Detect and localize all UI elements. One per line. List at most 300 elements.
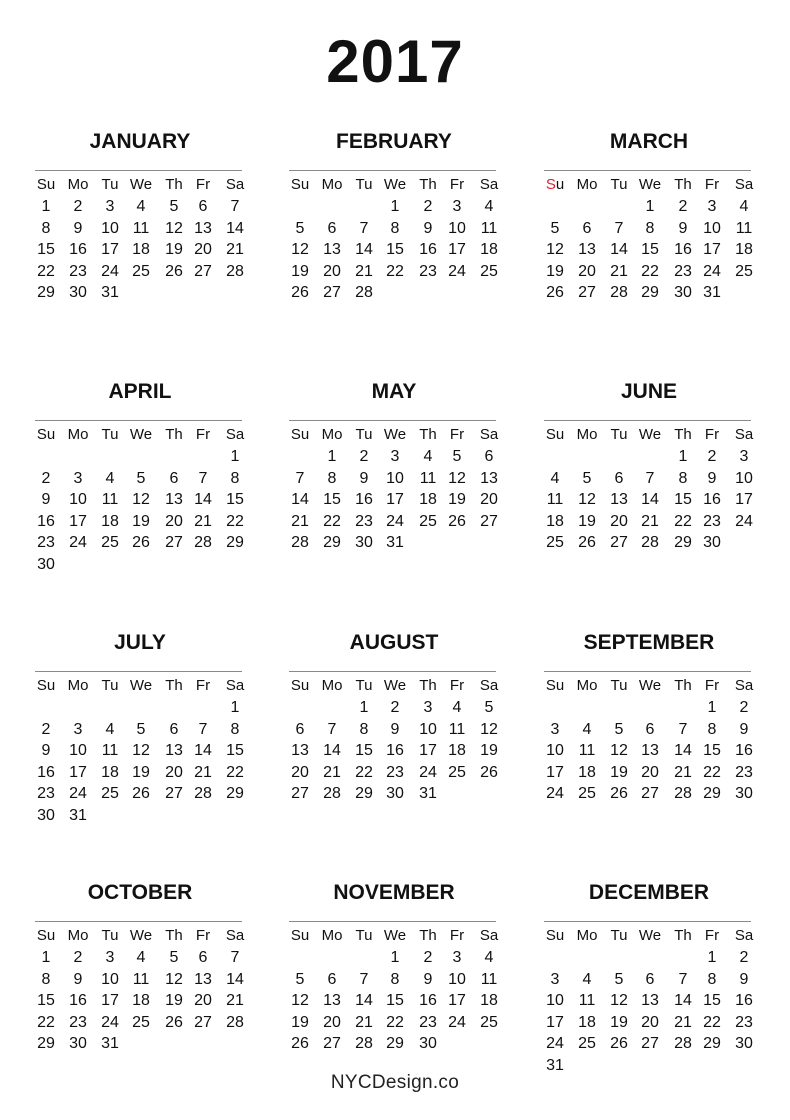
day-cell: 5 xyxy=(295,219,305,237)
day-cell: 31 xyxy=(546,1057,564,1074)
day-cell: 25 xyxy=(132,262,150,280)
day-cell: 21 xyxy=(674,763,692,781)
day-cell: 31 xyxy=(419,785,437,803)
day-cell: 22 xyxy=(323,512,341,530)
day-cell: 20 xyxy=(480,491,498,509)
day-cell: 1 xyxy=(678,448,688,465)
day-cell: 10 xyxy=(69,491,87,509)
day-cell: 22 xyxy=(37,1013,55,1031)
day-cell: 5 xyxy=(614,970,624,988)
day-cell: 19 xyxy=(132,763,150,781)
weekday-label: Sa xyxy=(479,176,499,193)
weekday-label: Tu xyxy=(101,176,119,193)
weekday-label: Su xyxy=(290,927,310,944)
month-name: MARCH xyxy=(609,130,689,153)
day-cell: 8 xyxy=(707,970,717,988)
weekday-label: We xyxy=(383,677,407,694)
day-cell: 26 xyxy=(132,785,150,803)
day-cell: 15 xyxy=(323,491,341,509)
weekday-label: We xyxy=(638,677,662,694)
day-cell: 20 xyxy=(291,763,309,781)
day-cell: 8 xyxy=(707,720,717,738)
day-cell: 4 xyxy=(484,198,494,215)
day-cell: 9 xyxy=(390,720,400,738)
weekday-label: Th xyxy=(165,176,183,193)
day-cell: 21 xyxy=(323,763,341,781)
day-cell: 24 xyxy=(101,262,119,280)
day-cell: 14 xyxy=(674,742,692,760)
day-cell: 2 xyxy=(739,949,749,966)
day-cell: 27 xyxy=(323,1035,341,1053)
day-cell: 14 xyxy=(355,992,373,1010)
day-cell: 28 xyxy=(194,785,212,803)
day-cell: 27 xyxy=(194,1013,212,1031)
day-cell: 10 xyxy=(546,992,564,1010)
day-cell: 5 xyxy=(582,469,592,487)
day-cell: 20 xyxy=(165,763,183,781)
day-cell: 14 xyxy=(674,992,692,1010)
weekday-label: We xyxy=(129,927,153,944)
day-cell: 22 xyxy=(226,512,244,530)
day-cell: 1 xyxy=(645,198,655,215)
day-cell: 25 xyxy=(419,512,437,530)
day-cell: 15 xyxy=(226,742,244,760)
day-cell: 8 xyxy=(41,219,51,237)
day-cell: 3 xyxy=(550,970,560,988)
day-cell: 23 xyxy=(735,1013,753,1031)
weekday-label: Mo xyxy=(67,677,89,694)
day-cell: 11 xyxy=(132,970,150,988)
day-cell: 3 xyxy=(550,720,560,738)
day-cell: 25 xyxy=(480,1013,498,1031)
day-cell: 19 xyxy=(610,1013,628,1031)
day-cell: 7 xyxy=(198,720,208,738)
day-cell: 6 xyxy=(169,720,179,738)
day-cell: 22 xyxy=(386,262,404,280)
day-cell: 28 xyxy=(194,534,212,552)
day-cell: 29 xyxy=(703,1035,721,1053)
weekday-label: We xyxy=(383,176,407,193)
day-cell: 4 xyxy=(582,720,592,738)
day-cell: 31 xyxy=(101,1035,119,1053)
day-cell: 1 xyxy=(390,949,400,966)
day-cell: 13 xyxy=(641,742,659,760)
month-name: FEBRUARY xyxy=(336,130,452,153)
day-cell: 23 xyxy=(735,763,753,781)
day-cell: 29 xyxy=(323,534,341,552)
day-cell: 22 xyxy=(674,512,692,530)
day-cell: 5 xyxy=(169,949,179,966)
day-cell: 18 xyxy=(101,763,119,781)
day-cell: 13 xyxy=(194,219,212,237)
day-cell: 23 xyxy=(703,512,721,530)
day-cell: 17 xyxy=(448,241,466,259)
day-cell: 29 xyxy=(674,534,692,552)
weekday-label: Fr xyxy=(449,176,465,193)
day-cell: 2 xyxy=(41,720,51,738)
day-cell: 25 xyxy=(101,785,119,803)
day-cell: 23 xyxy=(419,1013,437,1031)
day-cell: 21 xyxy=(226,992,244,1010)
day-cell: 31 xyxy=(101,284,119,302)
weekday-label: Tu xyxy=(355,677,373,694)
day-cell: 9 xyxy=(707,469,717,487)
day-cell: 25 xyxy=(735,262,753,280)
weekday-label: Th xyxy=(419,677,437,694)
day-cell: 27 xyxy=(610,534,628,552)
day-cell: 2 xyxy=(423,198,433,215)
day-cell: 17 xyxy=(101,241,119,259)
day-cell: 30 xyxy=(419,1035,437,1053)
day-cell: 15 xyxy=(355,742,373,760)
day-cell: 16 xyxy=(735,742,753,760)
day-cell: 17 xyxy=(101,992,119,1010)
weekday-label: Sa xyxy=(225,677,245,694)
month-divider xyxy=(35,170,242,171)
weekday-label: Mo xyxy=(576,677,598,694)
day-cell: 7 xyxy=(359,970,369,988)
day-cell: 3 xyxy=(423,699,433,716)
day-cell: 1 xyxy=(41,949,51,966)
weekday-label: Mo xyxy=(67,176,89,193)
day-cell: 8 xyxy=(359,720,369,738)
day-cell: 31 xyxy=(69,807,87,824)
weekday-label: Mo xyxy=(67,426,89,443)
day-cell: 11 xyxy=(132,219,150,237)
day-cell: 21 xyxy=(355,262,373,280)
month-name: AUGUST xyxy=(349,631,439,654)
weekday-label: Su xyxy=(290,426,310,443)
day-cell: 17 xyxy=(69,512,87,530)
day-cell: 13 xyxy=(480,469,498,487)
day-cell: 4 xyxy=(582,970,592,988)
weekday-label: Mo xyxy=(321,176,343,193)
weekday-label: We xyxy=(383,426,407,443)
day-cell: 1 xyxy=(41,198,51,215)
day-cell: 27 xyxy=(641,785,659,803)
day-cell: 17 xyxy=(448,992,466,1010)
day-cell: 6 xyxy=(169,469,179,487)
weekday-label: Th xyxy=(165,927,183,944)
day-cell: 11 xyxy=(101,491,119,509)
weekday-label: Sa xyxy=(479,677,499,694)
day-cell: 17 xyxy=(386,491,404,509)
month-divider xyxy=(544,671,751,672)
day-cell: 28 xyxy=(226,1013,244,1031)
weekday-label: Su xyxy=(290,176,310,193)
day-cell: 20 xyxy=(641,1013,659,1031)
day-cell: 7 xyxy=(327,720,337,738)
day-cell: 2 xyxy=(73,198,83,215)
day-cell: 27 xyxy=(323,284,341,302)
day-cell: 14 xyxy=(291,491,309,509)
day-cell: 8 xyxy=(230,720,240,738)
day-cell: 6 xyxy=(327,970,337,988)
day-cell: 1 xyxy=(230,448,240,465)
day-cell: 16 xyxy=(69,241,87,259)
day-cell: 25 xyxy=(546,534,564,552)
day-cell: 23 xyxy=(355,512,373,530)
day-cell: 15 xyxy=(703,742,721,760)
day-cell: 19 xyxy=(165,241,183,259)
day-cell: 12 xyxy=(291,241,309,259)
day-cell: 17 xyxy=(546,763,564,781)
day-cell: 15 xyxy=(386,241,404,259)
day-cell: 27 xyxy=(641,1035,659,1053)
day-cell: 9 xyxy=(73,219,83,237)
day-cell: 4 xyxy=(423,448,433,465)
day-cell: 3 xyxy=(105,198,115,215)
day-cell: 14 xyxy=(355,241,373,259)
weekday-label: Sa xyxy=(734,176,754,193)
day-cell: 12 xyxy=(448,469,466,487)
weekday-label: Su xyxy=(545,677,565,694)
weekday-label: Mo xyxy=(321,677,343,694)
day-cell: 7 xyxy=(614,219,624,237)
day-cell: 24 xyxy=(546,785,564,803)
day-cell: 26 xyxy=(578,534,596,552)
month-name: JANUARY xyxy=(89,130,191,153)
day-cell: 27 xyxy=(165,534,183,552)
day-cell: 1 xyxy=(707,949,717,966)
day-cell: 14 xyxy=(323,742,341,760)
day-cell: 10 xyxy=(69,742,87,760)
day-cell: 18 xyxy=(448,742,466,760)
day-cell: 15 xyxy=(641,241,659,259)
weekday-label: Th xyxy=(419,176,437,193)
day-cell: 7 xyxy=(678,720,688,738)
day-cell: 25 xyxy=(448,763,466,781)
day-cell: 14 xyxy=(226,219,244,237)
day-cell: 8 xyxy=(390,970,400,988)
day-cell: 3 xyxy=(739,448,749,465)
day-cell: 19 xyxy=(546,262,564,280)
weekday-label: Su xyxy=(545,176,565,193)
day-cell: 10 xyxy=(101,219,119,237)
month-name: JUNE xyxy=(620,380,678,403)
day-cell: 20 xyxy=(194,992,212,1010)
day-cell: 19 xyxy=(578,512,596,530)
weekday-label: Fr xyxy=(449,426,465,443)
day-cell: 11 xyxy=(546,491,564,509)
day-cell: 5 xyxy=(452,448,462,465)
weekday-label: We xyxy=(129,426,153,443)
day-cell: 6 xyxy=(614,469,624,487)
day-cell: 6 xyxy=(645,720,655,738)
weekday-label: Tu xyxy=(610,176,628,193)
day-cell: 8 xyxy=(678,469,688,487)
month-divider xyxy=(289,170,496,171)
day-cell: 2 xyxy=(707,448,717,465)
weekday-label: Tu xyxy=(101,927,119,944)
day-cell: 26 xyxy=(165,262,183,280)
day-cell: 28 xyxy=(323,785,341,803)
day-cell: 2 xyxy=(423,949,433,966)
day-cell: 14 xyxy=(194,491,212,509)
day-cell: 2 xyxy=(73,949,83,966)
weekday-label: Fr xyxy=(195,176,211,193)
day-cell: 10 xyxy=(448,970,466,988)
day-cell: 9 xyxy=(423,219,433,237)
weekday-label: Sa xyxy=(734,426,754,443)
day-cell: 7 xyxy=(678,970,688,988)
day-cell: 16 xyxy=(69,992,87,1010)
day-cell: 25 xyxy=(480,262,498,280)
day-cell: 31 xyxy=(703,284,721,302)
day-cell: 26 xyxy=(165,1013,183,1031)
day-cell: 16 xyxy=(735,992,753,1010)
month-divider xyxy=(544,921,751,922)
day-cell: 8 xyxy=(230,469,240,487)
day-cell: 23 xyxy=(674,262,692,280)
day-cell: 9 xyxy=(678,219,688,237)
day-cell: 21 xyxy=(226,241,244,259)
weekday-label: Fr xyxy=(449,677,465,694)
month-divider xyxy=(35,671,242,672)
day-cell: 21 xyxy=(355,1013,373,1031)
month-name: OCTOBER xyxy=(87,881,193,904)
day-cell: 17 xyxy=(419,742,437,760)
day-cell: 31 xyxy=(386,534,404,552)
weekday-label: We xyxy=(638,176,662,193)
day-cell: 24 xyxy=(386,512,404,530)
day-cell: 5 xyxy=(136,469,146,487)
day-cell: 29 xyxy=(703,785,721,803)
day-cell: 10 xyxy=(735,469,753,487)
day-cell: 13 xyxy=(291,742,309,760)
weekday-label: Su xyxy=(36,176,56,193)
year-title: 2017 xyxy=(326,28,464,95)
month-divider xyxy=(289,921,496,922)
day-cell: 20 xyxy=(165,512,183,530)
weekday-label: Sa xyxy=(734,927,754,944)
day-cell: 18 xyxy=(480,241,498,259)
day-cell: 14 xyxy=(226,970,244,988)
day-cell: 12 xyxy=(610,992,628,1010)
day-cell: 6 xyxy=(645,970,655,988)
day-cell: 10 xyxy=(386,469,404,487)
footer-credit: NYCDesign.co xyxy=(330,1072,460,1093)
weekday-label: Th xyxy=(674,927,692,944)
day-cell: 26 xyxy=(610,785,628,803)
day-cell: 22 xyxy=(37,262,55,280)
day-cell: 18 xyxy=(132,241,150,259)
day-cell: 1 xyxy=(707,699,717,716)
weekday-label: Fr xyxy=(704,927,720,944)
weekday-label: Su xyxy=(545,426,565,443)
day-cell: 18 xyxy=(578,763,596,781)
day-cell: 16 xyxy=(386,742,404,760)
day-cell: 19 xyxy=(480,742,498,760)
weekday-label: We xyxy=(129,176,153,193)
day-cell: 4 xyxy=(136,198,146,215)
day-cell: 2 xyxy=(359,448,369,465)
month-name: MAY xyxy=(371,380,417,403)
day-cell: 2 xyxy=(390,699,400,716)
day-cell: 11 xyxy=(101,742,119,760)
day-cell: 14 xyxy=(610,241,628,259)
day-cell: 26 xyxy=(291,284,309,302)
day-cell: 24 xyxy=(448,1013,466,1031)
day-cell: 10 xyxy=(101,970,119,988)
day-cell: 25 xyxy=(578,785,596,803)
day-cell: 8 xyxy=(645,219,655,237)
day-cell: 1 xyxy=(359,699,369,716)
day-cell: 2 xyxy=(739,699,749,716)
day-cell: 15 xyxy=(386,992,404,1010)
day-cell: 29 xyxy=(37,1035,55,1053)
month-divider xyxy=(289,671,496,672)
day-cell: 12 xyxy=(132,491,150,509)
day-cell: 4 xyxy=(105,469,115,487)
day-cell: 7 xyxy=(230,198,240,215)
weekday-label: Mo xyxy=(67,927,89,944)
day-cell: 28 xyxy=(355,284,373,302)
day-cell: 26 xyxy=(448,512,466,530)
day-cell: 1 xyxy=(327,448,337,465)
day-cell: 19 xyxy=(448,491,466,509)
day-cell: 11 xyxy=(419,469,437,487)
weekday-label: Sa xyxy=(734,677,754,694)
day-cell: 12 xyxy=(480,720,498,738)
day-cell: 12 xyxy=(132,742,150,760)
day-cell: 11 xyxy=(448,720,466,738)
day-cell: 18 xyxy=(735,241,753,259)
day-cell: 4 xyxy=(484,949,494,966)
day-cell: 13 xyxy=(578,241,596,259)
day-cell: 25 xyxy=(132,1013,150,1031)
day-cell: 2 xyxy=(678,198,688,215)
day-cell: 26 xyxy=(610,1035,628,1053)
day-cell: 28 xyxy=(674,785,692,803)
day-cell: 30 xyxy=(69,1035,87,1053)
weekday-label: We xyxy=(383,927,407,944)
day-cell: 28 xyxy=(641,534,659,552)
day-cell: 25 xyxy=(578,1035,596,1053)
day-cell: 9 xyxy=(739,970,749,988)
day-cell: 4 xyxy=(739,198,749,215)
day-cell: 5 xyxy=(295,970,305,988)
day-cell: 18 xyxy=(480,992,498,1010)
day-cell: 29 xyxy=(355,785,373,803)
day-cell: 28 xyxy=(674,1035,692,1053)
day-cell: 13 xyxy=(641,992,659,1010)
weekday-label: Tu xyxy=(101,677,119,694)
day-cell: 17 xyxy=(546,1013,564,1031)
day-cell: 11 xyxy=(578,742,596,760)
day-cell: 24 xyxy=(69,785,87,803)
weekday-label: Su xyxy=(36,677,56,694)
weekday-label: Th xyxy=(165,677,183,694)
day-cell: 21 xyxy=(610,262,628,280)
day-cell: 19 xyxy=(132,512,150,530)
day-cell: 17 xyxy=(703,241,721,259)
day-cell: 29 xyxy=(386,1035,404,1053)
day-cell: 22 xyxy=(703,1013,721,1031)
weekday-label: Sa xyxy=(225,176,245,193)
day-cell: 22 xyxy=(641,262,659,280)
day-cell: 24 xyxy=(703,262,721,280)
day-cell: 24 xyxy=(735,512,753,530)
day-cell: 22 xyxy=(226,763,244,781)
day-cell: 16 xyxy=(355,491,373,509)
day-cell: 18 xyxy=(546,512,564,530)
day-cell: 30 xyxy=(386,785,404,803)
day-cell: 13 xyxy=(323,241,341,259)
day-cell: 7 xyxy=(198,469,208,487)
day-cell: 7 xyxy=(645,469,655,487)
day-cell: 19 xyxy=(165,992,183,1010)
